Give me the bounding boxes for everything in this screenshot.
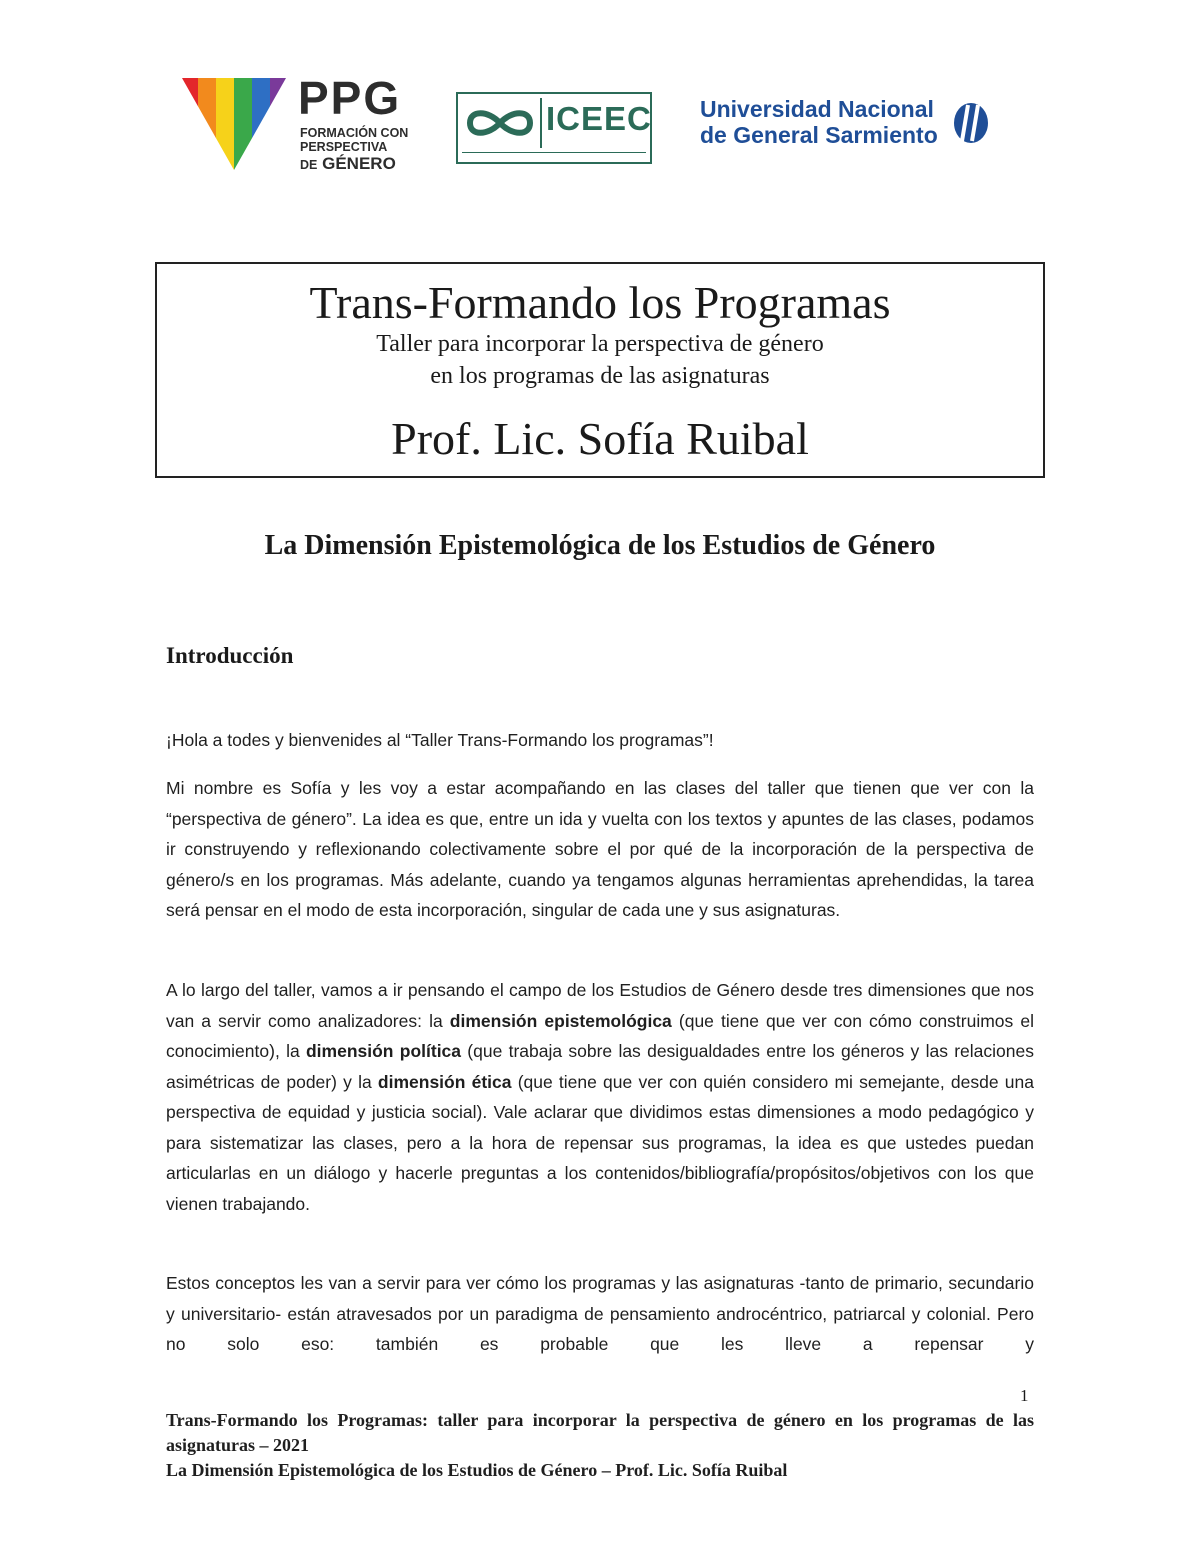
bold-epistemological: dimensión epistemológica: [449, 1010, 672, 1031]
page-number: 1: [1020, 1386, 1029, 1405]
iceec-logo: [456, 92, 652, 164]
iceec-title: ICEEC: [546, 100, 652, 137]
section-title: Introducción: [166, 643, 294, 668]
paragraph-intro: Mi nombre es Sofía y les voy a estar acompañando en las clases del taller que tienen que ver con la “perspectiva de género”. La idea es que, entre un ida y vuelta con los textos y apuntes de las clases, podamos ir construyendo y reflexionando colectivamente sobre el por qué de la incorporación de la perspectiva de género/s en los programas. Más adelante, cuando ya tengamos algunas herramientas aprehendidas, la tarea será pensar en el modo de esta incorporación, singular de cada une y sus asignaturas.: [166, 778, 1034, 920]
paragraph-dimensions: A lo largo del taller, vamos a ir pensando el campo de los Estudios de Género desde tres dimensiones que nos van a servir como analizadores: la dimensión epistemológica (que tiene que ver con cómo construimos el conocimiento), la dimensión política (que trabaja sobre las desigualdades entre los géneros y las relaciones asimétricas de poder) y la dimensión ética (que tiene que ver con quién considero mi semejante, desde una perspectiva de equidad y justicia social). Vale aclarar que dividimos estas dimensiones a modo pedagógico y para sistematizar las clases, pero a la hora de repensar sus programas, la idea es que ustedes puedan articularlas en un diálogo y hacerle preguntas a los contenidos/bibliografía/propósitos/objetivos con los que vienen trabajando.: [166, 980, 1034, 1214]
ppg-logo: [180, 74, 410, 174]
ppg-title: PPG: [298, 72, 402, 124]
main-heading: La Dimensión Epistemológica de los Estudios de Género: [264, 530, 936, 561]
header-logos: [170, 62, 1000, 180]
footer-line-2: La Dimensión Epistemológica de los Estudios de Género – Prof. Lic. Sofía Ruibal: [166, 1460, 788, 1480]
subtitle-line-2: en los programas de las asignaturas: [430, 363, 770, 389]
document-title: Trans-Formando los Programas: [309, 277, 891, 328]
page-footer: [166, 1408, 1034, 1483]
rainbow-triangle-icon: [180, 74, 288, 172]
title-box: [155, 262, 1045, 478]
iceec-infinity-icon: [462, 98, 538, 148]
subtitle-line-1: Taller para incorporar la perspectiva de género: [376, 331, 824, 357]
footer-line-1: Trans-Formando los Programas: taller para incorporar la perspectiva de género en los programas de las asignaturas – 2021: [166, 1410, 1034, 1455]
paragraph-greeting: ¡Hola a todes y bienvenides al “Taller Trans-Formando los programas”!: [166, 730, 714, 750]
ungs-emblem-icon: [952, 100, 990, 146]
ungs-name: Universidad Nacional de General Sarmiento: [700, 96, 938, 148]
author-name: Prof. Lic. Sofía Ruibal: [391, 413, 809, 464]
bold-ethical: dimensión ética: [377, 1071, 512, 1092]
paragraph-concepts: Estos conceptos les van a servir para ver cómo los programas y las asignaturas -tanto de primario, secundario y universitario- están atravesados por un paradigma de pensamiento androcéntrico, patriarcal y colonial. Pero no solo eso: también es probable que les lleve a repensar y: [166, 1273, 1034, 1354]
ungs-logo: [700, 96, 1000, 156]
ppg-subtitle: FORMACIÓN CON PERSPECTIVA DE GÉNERO: [300, 126, 409, 173]
bold-political: dimensión política: [305, 1041, 462, 1061]
